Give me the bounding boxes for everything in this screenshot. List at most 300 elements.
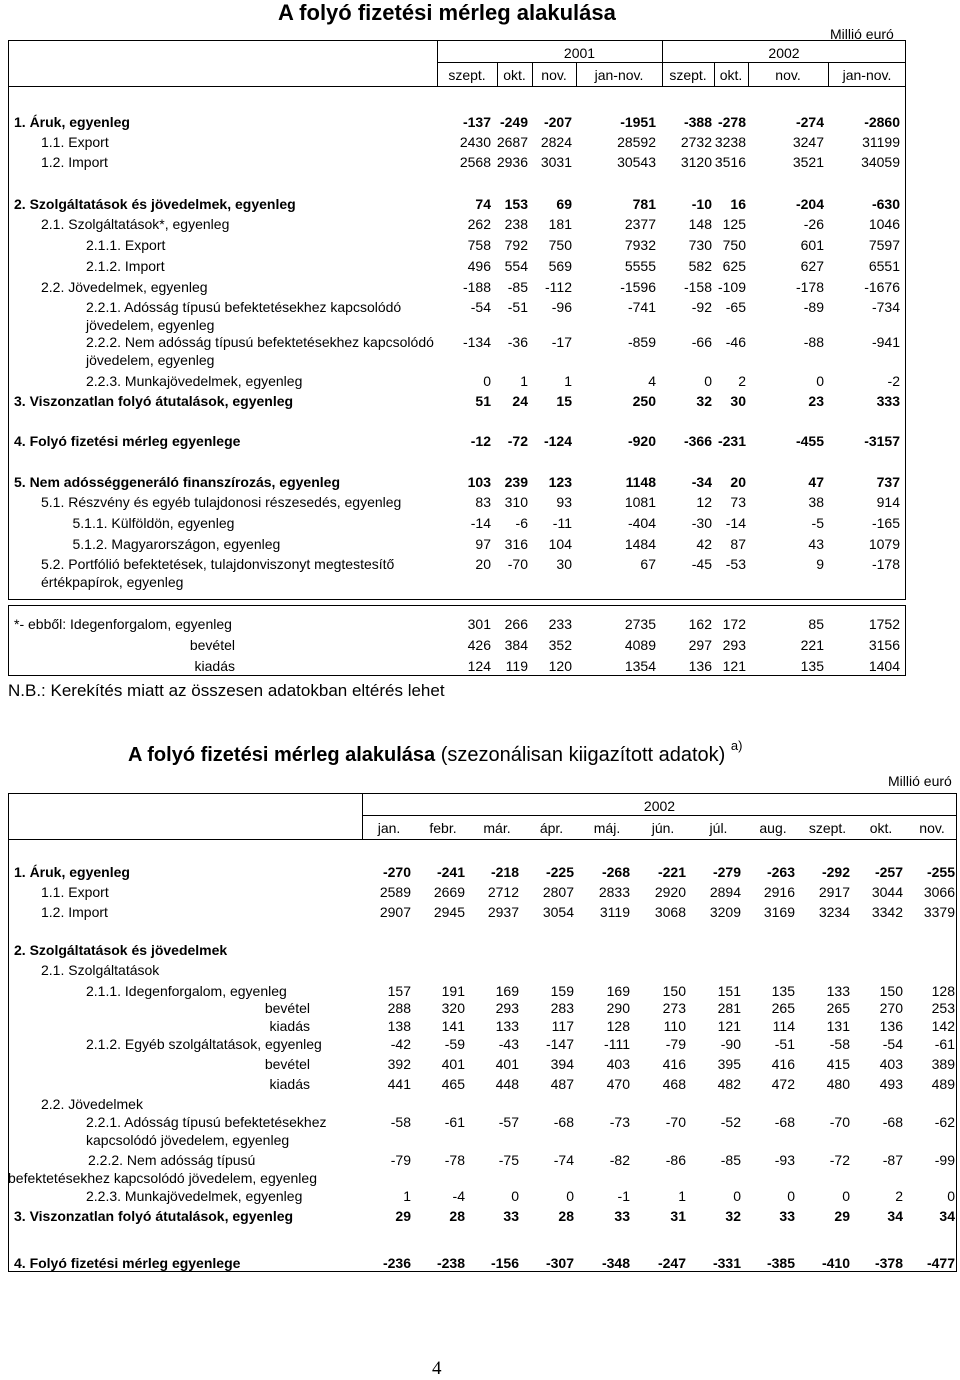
table2-cell: -57 [498,1114,519,1130]
table2-cell: -87 [882,1152,903,1168]
table2-cell: -73 [609,1114,630,1130]
table1-row-label: 2.2.3. Munkajövedelmek, egyenleg [86,373,303,389]
table2-month-header: aug. [759,820,787,836]
table2-cell: -85 [720,1152,741,1168]
table1-row-label: 2.2.2. Nem adósság típusú befektetésekhez kapcsolódó jövedelem, egyenleg [86,334,434,368]
table1-row-label: 1.1. Export [41,134,109,150]
table1-cell: 554 [504,258,528,274]
table2-cell: 1 [678,1188,686,1204]
table2-cell: 150 [662,983,686,999]
table2-cell: 3066 [923,884,955,900]
table1-cell: 67 [640,556,656,572]
table1-cell: 148 [688,216,712,232]
table1-month-header: szept. [669,67,707,83]
table2-cell: 136 [879,1018,903,1034]
table1-cell: -204 [795,196,824,212]
table1-cell: -11 [552,515,572,531]
table1-cell: -178 [795,279,824,295]
table1-cell: 384 [504,637,528,653]
table1-cell: 238 [504,216,528,232]
table1-cell: 162 [688,616,712,632]
table1-row-label: 2.2.1. Adósság típusú befektetésekhez kapcsolódó jövedelem, egyenleg [86,299,402,333]
table1-cell: 172 [722,616,746,632]
table1-cell: 119 [505,658,528,674]
table2-row-label: kiadás [269,1018,310,1034]
table2-month-header: jan. [377,820,401,836]
table2-cell: -61 [934,1036,955,1052]
table2-header-rule [362,815,957,816]
table2-month-header: febr. [429,820,457,836]
table2-cell: 33 [779,1208,795,1224]
table2-cell: 28 [449,1208,465,1224]
table2-row-label: 3. Viszonzatlan folyó átutalások, egyenleg [14,1208,294,1224]
table2-cell: 151 [717,983,741,999]
table2-cell: -43 [498,1036,519,1052]
table2-cell: -58 [390,1114,411,1130]
table2-cell: 2 [895,1188,903,1204]
table2-cell: -111 [604,1036,630,1052]
table1-cell: 120 [548,658,572,674]
table1-cell: -34 [691,474,712,490]
table1-footer-border [8,605,906,676]
table1-row-label: 5.1. Részvény és egyéb tulajdonosi részesedés, egyenleg [41,494,402,510]
table1-cell: 2377 [624,216,656,232]
table2-cell: 493 [879,1076,903,1092]
table2-cell: 29 [834,1208,850,1224]
table2-cell: 2833 [598,884,630,900]
table2-cell: -270 [382,864,411,880]
table2-cell: 472 [771,1076,795,1092]
table1-cell: -89 [803,299,824,315]
table1-cell: 233 [548,616,572,632]
table1-cell: 20 [730,474,746,490]
table2-cell: 114 [772,1018,795,1034]
table1-cell: -404 [627,515,656,531]
table2-cell: -79 [390,1152,411,1168]
table2-row-label: 4. Folyó fizetési mérleg egyenlege [14,1255,241,1271]
table1-cell: 582 [688,258,712,274]
table1-cell: 3516 [714,154,746,170]
table2-cell: 416 [662,1056,686,1072]
table2-cell: 3342 [871,904,903,920]
table1-cell: 69 [556,196,572,212]
table1-cell: 316 [504,536,528,552]
table1-cell: 239 [504,474,528,490]
table1-cell: 7597 [868,237,900,253]
table2-cell: -58 [829,1036,850,1052]
table2-cell: 169 [495,983,519,999]
table1-row-label: 4. Folyó fizetési mérleg egyenlege [14,433,241,449]
table2-cell: -156 [490,1255,519,1271]
table1-cell: 625 [722,258,746,274]
table2-cell: 448 [495,1076,519,1092]
table2-cell: -72 [829,1152,850,1168]
table2-cell: 135 [771,983,795,999]
table1-cell: 1 [564,373,572,389]
table2-cell: -93 [774,1152,795,1168]
table2-cell: 394 [550,1056,574,1072]
table2-cell: 270 [879,1000,903,1016]
table1-row-label: 2.1. Szolgáltatások*, egyenleg [41,216,230,232]
table2-cell: -236 [382,1255,411,1271]
table2-cell: 2712 [487,884,519,900]
table2-cell: -477 [926,1255,955,1271]
table1-cell: 87 [730,536,746,552]
table2-cell: -4 [452,1188,465,1204]
table2-cell: -79 [665,1036,686,1052]
table1-cell: 5555 [624,258,656,274]
table1-cell: 627 [800,258,824,274]
table2-cell: -307 [545,1255,574,1271]
table1-cell: 30 [556,556,572,572]
table1-cell: 750 [722,237,746,253]
table2-cell: 133 [495,1018,519,1034]
table2-title [128,738,743,767]
table1-cell: 1079 [868,536,900,552]
table2-cell: -385 [766,1255,795,1271]
table2-month-header: ápr. [539,820,564,836]
table2-row-label: 2.2.3. Munkajövedelmek, egyenleg [86,1188,303,1204]
table1-cell: -51 [507,299,528,315]
table1-cell: 1484 [624,536,656,552]
table1-cell: -85 [507,279,528,295]
table1-cell: 51 [475,393,491,409]
table2-cell: -75 [498,1152,519,1168]
table2-cell: -221 [657,864,686,880]
table2-cell: 2937 [487,904,519,920]
table2-cell: 468 [662,1076,686,1092]
table1-row-label: 2.1.1. Export [86,237,166,253]
table1-cell: -45 [691,556,712,572]
table2-cell: 0 [842,1188,850,1204]
table2-cell: -70 [829,1114,850,1130]
table1-cell: 123 [548,474,572,490]
table1-cell: 1046 [868,216,900,232]
table1-cell: 12 [696,494,712,510]
table1-cell: 3238 [714,134,746,150]
table1-cell: 83 [475,494,491,510]
table1-cell: -165 [871,515,900,531]
table1-cell: -278 [717,114,746,130]
table1-row-label: 2.1.2. Import [86,258,165,274]
table2-cell: -241 [436,864,465,880]
table2-row-label: 2.1.1. Idegenforgalom, egyenleg [86,983,287,999]
table2-cell: 128 [931,983,955,999]
table2-cell: 157 [387,983,411,999]
table2-cell: -78 [444,1152,465,1168]
table2-cell: 416 [771,1056,795,1072]
table1-cell: 250 [632,393,656,409]
table2-cell: 320 [441,1000,465,1016]
table1-cell: -88 [803,334,824,350]
table1-cell: 792 [504,237,528,253]
table2-row-label: 2.1.2. Egyéb szolgáltatások, egyenleg [86,1036,322,1052]
table1-cell: 124 [467,658,491,674]
table1-cell: -14 [470,515,491,531]
table1-cell: 47 [808,474,824,490]
table2-cell: -292 [821,864,850,880]
table1-cell: 262 [467,216,491,232]
table1-cell: -859 [627,334,656,350]
table1-cell: -158 [683,279,712,295]
table1-cell: 4089 [624,637,656,653]
table1-cell: 31199 [862,134,900,150]
table2-cell: -238 [436,1255,465,1271]
table1-cell: -65 [725,299,746,315]
table1-cell: 30543 [617,154,656,170]
table1-month-header: okt. [503,67,526,83]
table1-cell: -53 [725,556,746,572]
table1-cell: 103 [467,474,491,490]
table2-row-label: bevétel [264,1000,310,1016]
table2-cell: 150 [879,983,903,999]
table1-cell: -17 [551,334,572,350]
table1-row-label: 1. Áruk, egyenleg [14,114,130,130]
table1-cell: 1081 [624,494,656,510]
table2-cell: 121 [717,1018,741,1034]
table2-row-label: 1. Áruk, egyenleg [14,864,130,880]
table1-cell: -112 [545,279,572,295]
table1-cell: -366 [683,433,712,449]
table1-cell: -630 [871,196,900,212]
table2-cell: 117 [551,1018,574,1034]
table2-title-footnote: a) [730,738,743,753]
table1-month-header: jan-nov. [594,67,644,83]
table2-row-label: 1.1. Export [41,884,109,900]
table2-cell: -62 [934,1114,955,1130]
table2-cell: -61 [444,1114,465,1130]
table1-cell: 43 [808,536,824,552]
table1-cell: 496 [467,258,491,274]
table1-cell: -188 [462,279,491,295]
table2-cell: -378 [874,1255,903,1271]
table2-cell: 0 [733,1188,741,1204]
table1-cell: -941 [871,334,900,350]
table1-cell: -207 [543,114,572,130]
table2-cell: 28 [558,1208,574,1224]
table1-cell: 310 [504,494,528,510]
table1-cell: 2 [738,373,746,389]
table2-cell: 265 [826,1000,850,1016]
table1-cell: 2735 [624,616,656,632]
table1-cell: 34059 [861,154,900,170]
table2-cell: -263 [766,864,795,880]
table1-cell: 2824 [540,134,572,150]
table2-cell: 34 [939,1208,955,1224]
table1-row-label: 5.1.1. Külföldön, egyenleg [72,515,235,531]
table1-cell: -134 [462,334,491,350]
table1-cell: 16 [730,196,746,212]
table2-row-label: 2.1. Szolgáltatások [41,962,160,978]
table1-cell: 85 [808,616,824,632]
table1-cell: 266 [504,616,528,632]
table1-cell: 6551 [868,258,900,274]
table1-cell: -5 [811,515,824,531]
table2-cell: 3234 [818,904,850,920]
table2-cell: 273 [662,1000,686,1016]
table2-cell: 131 [826,1018,850,1034]
table2-cell: 401 [495,1056,519,1072]
table2-cell: 0 [511,1188,519,1204]
table2-cell: -59 [444,1036,465,1052]
table1-cell: 781 [632,196,656,212]
table1-cell: 3031 [540,154,572,170]
table2-row-label: 2. Szolgáltatások és jövedelmek [14,942,228,958]
table1-cell: 4 [648,373,656,389]
table2-cell: 142 [931,1018,955,1034]
table2-cell: 34 [887,1208,903,1224]
table1-cell: -274 [795,114,824,130]
table1-cell: 15 [556,393,572,409]
table2-cell: 128 [606,1018,630,1034]
table2-cell: 2907 [379,904,411,920]
table2-unit: Millió euró [888,773,952,789]
table1-cell: 136 [688,658,712,674]
table2-cell: 265 [771,1000,795,1016]
table1-row-label: 3. Viszonzatlan folyó átutalások, egyenleg [14,393,294,409]
table2-cell: -54 [882,1036,903,1052]
table1-cell: 569 [548,258,572,274]
table2-cell: -218 [490,864,519,880]
table1-cell: -124 [543,433,572,449]
table1-year: 2002 [768,45,800,61]
table2-title-rest: (szezonálisan kiigazított adatok) [435,744,731,766]
table1-cell: 28592 [617,134,656,150]
table2-cell: 392 [387,1056,411,1072]
table1-cell: 297 [688,637,712,653]
table2-cell: -70 [665,1114,686,1130]
table1-cell: 73 [730,494,746,510]
table2-cell: 482 [717,1076,741,1092]
table1-cell: 758 [467,237,491,253]
table2-cell: -90 [720,1036,741,1052]
table2-cell: 395 [717,1056,741,1072]
table1-title: A folyó fizetési mérleg alakulása [278,0,616,25]
table2-cell: 3379 [923,904,955,920]
table1-cell: -455 [795,433,824,449]
table1-cell: 1404 [868,658,900,674]
table2-cell: 2920 [654,884,686,900]
table2-cell: 403 [879,1056,903,1072]
table2-cell: 3068 [654,904,686,920]
table1-row-label: 5.1.2. Magyarországon, egyenleg [72,536,281,552]
table1-cell: -1676 [864,279,900,295]
table1-row-label: 2.2. Jövedelmek, egyenleg [41,279,208,295]
table2-cell: -99 [934,1152,955,1168]
table1-row-label: bevétel [189,637,235,653]
table2-cell: -247 [657,1255,686,1271]
table2-cell: -257 [874,864,903,880]
table1-cell: 1752 [868,616,900,632]
table1-cell: 42 [696,536,712,552]
table1-cell: 3521 [792,154,824,170]
table1-cell: -26 [803,216,824,232]
table2-cell: 3209 [709,904,741,920]
table1-month-header: nov. [541,67,567,83]
table2-month-header: szept. [808,820,847,836]
table1-cell: 7932 [624,237,656,253]
table2-cell: 159 [550,983,574,999]
table2-cell: 465 [441,1076,465,1092]
table1-cell: 0 [704,373,712,389]
table1-cell: 1148 [625,474,656,490]
table2-cell: 293 [495,1000,519,1016]
table1-cell: 0 [816,373,824,389]
table1-cell: -66 [691,334,712,350]
table1-cell: -36 [507,334,528,350]
table2-cell: 3119 [599,904,630,920]
table1-year: 2001 [563,45,596,61]
table2-month-header: okt. [869,820,893,836]
table2-cell: 389 [931,1056,955,1072]
table2-cell: -268 [601,864,630,880]
table1-cell: 2568 [459,154,491,170]
table1-cell: 737 [876,474,900,490]
table2-cell: -74 [553,1152,574,1168]
table2-cell: 487 [550,1076,574,1092]
table1-cell: 23 [808,393,824,409]
table1-cell: -12 [470,433,491,449]
table1-cell: 3247 [792,134,824,150]
table1-cell: 135 [800,658,824,674]
table2-cell: 31 [670,1208,686,1224]
table2-cell: -225 [545,864,574,880]
table1-row-label: 2. Szolgáltatások és jövedelmek, egyenleg [14,196,296,212]
table1-cell: -46 [725,334,746,350]
table2-cell: -86 [665,1152,686,1168]
table2-cell: 2945 [433,904,465,920]
table1-cell: 1354 [624,658,656,674]
table2-cell: -68 [553,1114,574,1130]
table1-cell: -6 [515,515,528,531]
table1-cell: -231 [717,433,746,449]
table1-cell: 38 [808,494,824,510]
table1-cell: 32 [696,393,712,409]
table1-cell: -14 [725,515,746,531]
table2-cell: 441 [387,1076,411,1092]
table2-cell: -255 [926,864,955,880]
table2-cell: 1 [403,1188,411,1204]
table2-cell: -68 [774,1114,795,1130]
table1-cell: 601 [800,237,824,253]
table1-cell: -741 [627,299,656,315]
table2-cell: 169 [606,983,630,999]
table2-cell: 2894 [709,884,741,900]
table1-cell: 74 [475,196,491,212]
table1-header-rule [437,62,906,63]
table2-cell: 470 [606,1076,630,1092]
table1-cell: 352 [548,637,572,653]
table1-cell: 104 [548,536,572,552]
table1-note: N.B.: Kerekítés miatt az összesen adatokban eltérés lehet [8,681,445,700]
table2-title-main: A folyó fizetési mérleg alakulása [128,744,436,766]
table2-cell: -331 [712,1255,741,1271]
table1-cell: -109 [717,279,746,295]
table1-cell: -92 [691,299,712,315]
table1-cell: -137 [462,114,491,130]
table1-cell: -54 [470,299,491,315]
table1-cell: 125 [722,216,746,232]
table2-cell: 480 [826,1076,850,1092]
table2-row-label: kiadás [269,1076,310,1092]
table2-cell: 3054 [542,904,574,920]
table1-cell: 1 [520,373,528,389]
table1-row-label: kiadás [194,658,235,674]
table1-row-label: *- ebből: Idegenforgalom, egyenleg [14,616,232,632]
table2-cell: -348 [601,1255,630,1271]
table1-cell: -1951 [620,114,656,130]
table1-cell: 9 [816,556,824,572]
